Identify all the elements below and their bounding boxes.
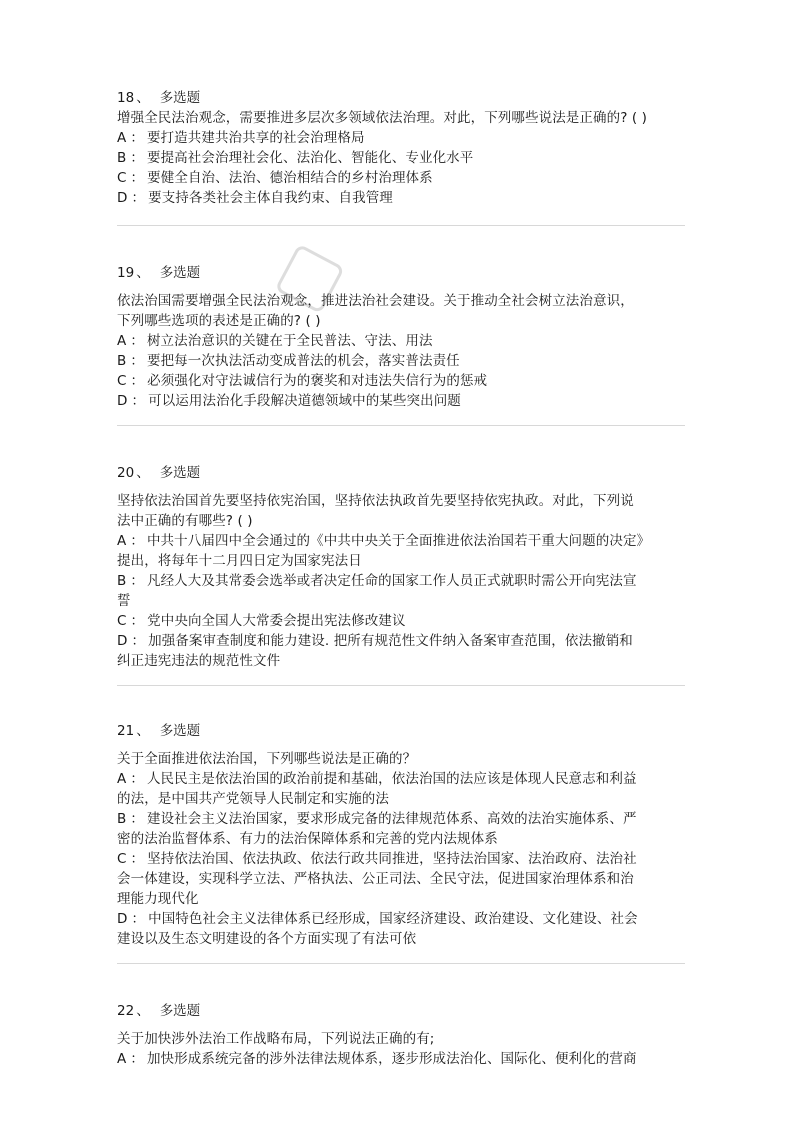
option-text: 加快形成系统完备的涉外法律法规体系，逐步形成法治化、国际化、便利化的营商 bbox=[146, 1051, 637, 1067]
option-c-continued bbox=[117, 889, 638, 909]
question-number: 19 bbox=[117, 265, 135, 281]
option-colon: ： bbox=[130, 353, 144, 369]
question-header bbox=[117, 463, 685, 483]
question-type: 多选题 bbox=[159, 723, 201, 739]
option-text: 要打造共建共治共享的社会治理格局 bbox=[146, 130, 365, 146]
option-letter: A bbox=[117, 533, 127, 549]
option-c-continued bbox=[117, 869, 638, 889]
question-header bbox=[117, 1001, 685, 1021]
option-b bbox=[117, 351, 634, 371]
question-separator: 、 bbox=[136, 90, 150, 106]
option-letter: C bbox=[117, 613, 127, 629]
option-a-continued bbox=[117, 551, 650, 571]
question-divider bbox=[117, 425, 685, 426]
question-body bbox=[117, 1029, 637, 1069]
option-colon: ： bbox=[130, 533, 144, 549]
option-text: 要提高社会治理社会化、法治化、智能化、专业化水平 bbox=[146, 150, 474, 166]
option-letter: A bbox=[117, 1051, 127, 1067]
option-letter: B bbox=[117, 573, 127, 589]
option-a bbox=[117, 769, 638, 789]
question-stem-line: 坚持依法治国首先要坚持依宪治国，坚持依法执政首先要坚持依宪执政。对此，下列说 bbox=[117, 493, 634, 509]
option-text: 誓 bbox=[117, 593, 131, 609]
option-c bbox=[117, 371, 634, 391]
option-colon: ： bbox=[130, 1051, 144, 1067]
question-type: 多选题 bbox=[159, 465, 201, 481]
option-colon: ： bbox=[131, 190, 146, 206]
option-letter: A bbox=[117, 333, 127, 349]
question-body bbox=[117, 749, 638, 949]
option-text: 提出，将每年十二月四日定为国家宪法日 bbox=[117, 553, 362, 569]
option-d bbox=[117, 188, 647, 208]
option-colon: ： bbox=[131, 393, 146, 409]
option-text: 要健全自治、法治、德治相结合的乡村治理体系 bbox=[147, 170, 433, 186]
option-text: 纠正违宪违法的规范性文件 bbox=[117, 653, 281, 669]
option-text: 建设社会主义法治国家，要求形成完备的法律规范体系、高效的法治实施体系、严 bbox=[146, 811, 637, 827]
option-b-continued bbox=[117, 591, 650, 611]
option-letter: A bbox=[117, 130, 127, 146]
option-text: 坚持依法治国、依法执政、依法行政共同推进，坚持法治国家、法治政府、法治社 bbox=[147, 851, 637, 867]
option-text: 建设以及生态文明建设的各个方面实现了有法可依 bbox=[117, 931, 417, 947]
option-text: 会一体建设，实现科学立法、严格执法、公正司法、全民守法，促进国家治理体系和治 bbox=[117, 871, 634, 887]
option-text: 党中央向全国人大常委会提出宪法修改建议 bbox=[147, 613, 406, 629]
option-text: 的法，是中国共产党领导人民制定和实施的法 bbox=[117, 791, 389, 807]
option-c bbox=[117, 849, 638, 869]
option-letter: D bbox=[117, 190, 128, 206]
question-21 bbox=[117, 721, 685, 947]
option-a bbox=[117, 331, 634, 351]
option-colon: ： bbox=[130, 150, 144, 166]
option-text: 可以运用法治化手段解决道德领域中的某些突出问题 bbox=[148, 393, 461, 409]
question-number: 21 bbox=[117, 723, 135, 739]
question-divider bbox=[117, 685, 685, 686]
question-number: 22 bbox=[117, 1003, 135, 1019]
option-text: 理能力现代化 bbox=[117, 891, 199, 907]
question-header bbox=[117, 263, 685, 283]
option-colon: ： bbox=[131, 633, 146, 649]
option-text: 树立法治意识的关键在于全民普法、守法、用法 bbox=[146, 333, 433, 349]
option-b-continued bbox=[117, 829, 638, 849]
option-c bbox=[117, 611, 650, 631]
question-19 bbox=[117, 263, 685, 409]
option-letter: D bbox=[117, 911, 128, 927]
question-body bbox=[117, 491, 650, 671]
option-a bbox=[117, 128, 647, 148]
option-d bbox=[117, 391, 634, 411]
question-stem-line: 依法治国需要增强全民法治观念，推进法治社会建设。关于推动全社会树立法治意识， bbox=[117, 293, 634, 309]
option-text: 要把每一次执法活动变成普法的机会，落实普法责任 bbox=[146, 353, 460, 369]
question-18 bbox=[117, 88, 685, 206]
option-colon: ： bbox=[130, 771, 144, 787]
option-text: 人民民主是依法治国的政治前提和基础，依法治国的法应该是体现人民意志和利益 bbox=[146, 771, 637, 787]
question-stem-line: 增强全民法治观念，需要推进多层次多领域依法治理。对此，下列哪些说法是正确的? ( ) bbox=[117, 110, 647, 126]
option-a bbox=[117, 1049, 637, 1069]
option-colon: ： bbox=[130, 130, 144, 146]
question-body bbox=[117, 108, 647, 208]
option-b bbox=[117, 148, 647, 168]
question-body bbox=[117, 291, 634, 411]
option-text: 密的法治监督体系、有力的法治保障体系和完善的党内法规体系 bbox=[117, 831, 498, 847]
question-separator: 、 bbox=[136, 265, 150, 281]
option-letter: B bbox=[117, 811, 127, 827]
question-stem-line: 法中正确的有哪些? ( ) bbox=[117, 513, 253, 529]
option-a-continued bbox=[117, 789, 638, 809]
option-colon: ： bbox=[130, 373, 145, 389]
option-colon: ： bbox=[130, 811, 144, 827]
option-letter: D bbox=[117, 393, 128, 409]
option-letter: C bbox=[117, 170, 127, 186]
question-number: 20 bbox=[117, 465, 135, 481]
option-text: 加强备案审查制度和能力建设. 把所有规范性文件纳入备案审查范围，依法撤销和 bbox=[148, 633, 633, 649]
question-type: 多选题 bbox=[159, 1003, 201, 1019]
option-text: 要支持各类社会主体自我约束、自我管理 bbox=[148, 190, 393, 206]
option-letter: B bbox=[117, 150, 127, 166]
question-divider bbox=[117, 963, 685, 964]
option-b bbox=[117, 809, 638, 829]
question-stem-line: 关于全面推进依法治国，下列哪些说法是正确的？ bbox=[117, 751, 417, 767]
option-d-continued bbox=[117, 929, 638, 949]
option-letter: C bbox=[117, 373, 127, 389]
question-separator: 、 bbox=[136, 1003, 150, 1019]
question-header bbox=[117, 721, 685, 741]
option-text: 中国特色社会主义法律体系已经形成，国家经济建设、政治建设、文化建设、社会 bbox=[148, 911, 638, 927]
option-colon: ： bbox=[130, 170, 145, 186]
option-colon: ： bbox=[130, 333, 144, 349]
option-text: 凡经人大及其常委会选举或者决定任命的国家工作人员正式就职时需公开向宪法宣 bbox=[146, 573, 637, 589]
question-separator: 、 bbox=[136, 465, 150, 481]
option-letter: A bbox=[117, 771, 127, 787]
option-text: 中共十八届四中全会通过的《中共中央关于全面推进依法治国若干重大问题的决定》 bbox=[146, 533, 651, 549]
option-b bbox=[117, 571, 650, 591]
option-c bbox=[117, 168, 647, 188]
question-type: 多选题 bbox=[159, 90, 201, 106]
question-22 bbox=[117, 1001, 685, 1067]
question-stem-line: 关于加快涉外法治工作战略布局，下列说法正确的有; bbox=[117, 1031, 435, 1047]
option-d bbox=[117, 909, 638, 929]
option-letter: C bbox=[117, 851, 127, 867]
option-letter: B bbox=[117, 353, 127, 369]
question-type: 多选题 bbox=[159, 265, 201, 281]
option-letter: D bbox=[117, 633, 128, 649]
option-colon: ： bbox=[131, 911, 146, 927]
option-d-continued bbox=[117, 651, 650, 671]
option-colon: ： bbox=[130, 573, 144, 589]
question-stem-line: 下列哪些选项的表述是正确的? ( ) bbox=[117, 313, 321, 329]
option-text: 必须强化对守法诚信行为的褒奖和对违法失信行为的惩戒 bbox=[147, 373, 488, 389]
question-number: 18 bbox=[117, 90, 135, 106]
option-colon: ： bbox=[130, 613, 145, 629]
question-20 bbox=[117, 463, 685, 669]
question-separator: 、 bbox=[136, 723, 150, 739]
option-colon: ： bbox=[130, 851, 145, 867]
option-a bbox=[117, 531, 650, 551]
question-header bbox=[117, 88, 685, 108]
option-d bbox=[117, 631, 650, 651]
question-divider bbox=[117, 225, 685, 226]
